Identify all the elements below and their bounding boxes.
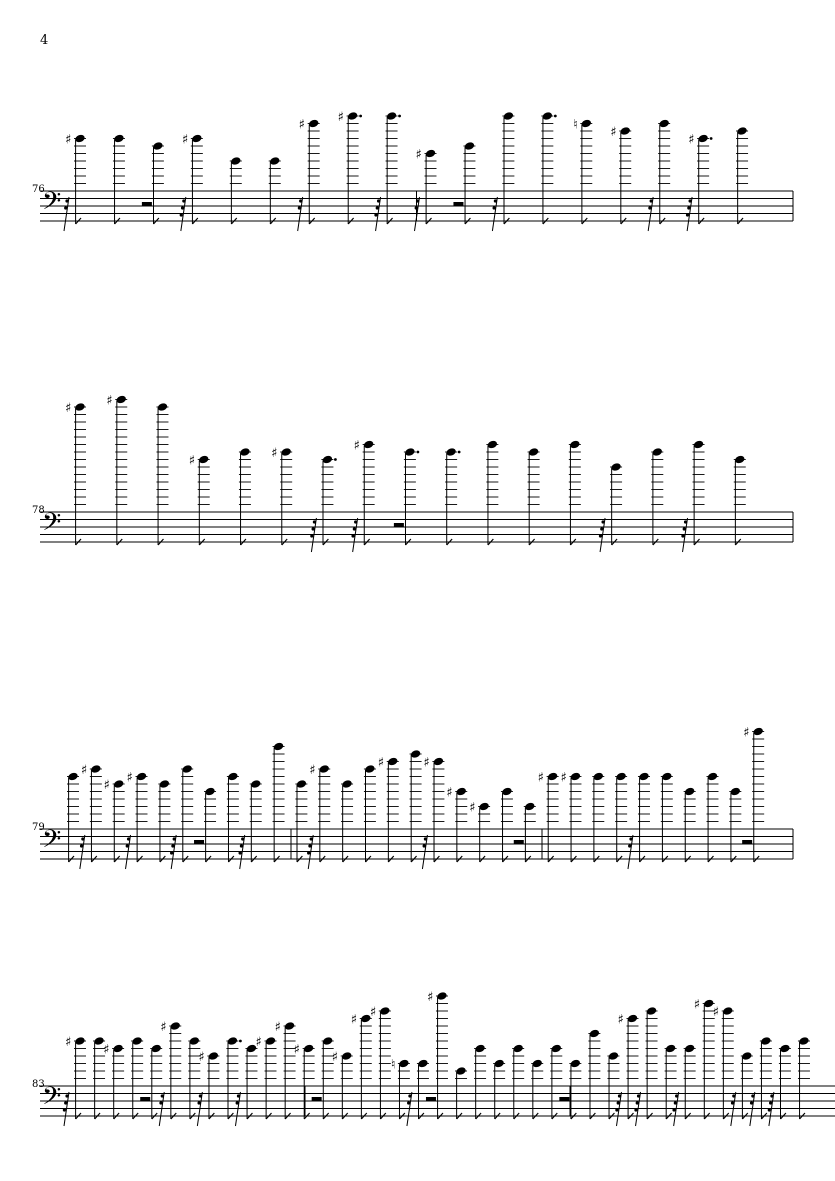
rest-hook <box>618 1094 621 1097</box>
rest-hook <box>731 1101 734 1104</box>
sharp-icon: ♯ <box>65 132 72 148</box>
rest-hook <box>683 527 686 530</box>
rest-hook <box>601 520 604 523</box>
sharp-icon: ♯ <box>610 125 617 140</box>
sharp-icon: ♯ <box>293 1042 300 1058</box>
rest-hook <box>424 837 427 840</box>
sharp-icon: ♯ <box>80 763 88 778</box>
rest-hook <box>310 837 313 840</box>
sharp-icon: ♯ <box>560 770 567 786</box>
rest-hook <box>236 1101 239 1104</box>
sharp-icon: ♯ <box>369 1005 377 1020</box>
rest-hook <box>687 206 690 209</box>
sharp-icon: ♯ <box>469 800 476 816</box>
rest-hook <box>751 1094 754 1097</box>
rest-hook <box>237 1094 240 1097</box>
rest-hook <box>199 1094 202 1097</box>
augmentation-dot <box>710 137 713 140</box>
sharp-icon: ♯ <box>274 1020 281 1035</box>
half-rest <box>742 840 752 844</box>
sharp-icon: ♯ <box>537 770 544 786</box>
sharp-icon: ♯ <box>331 1050 339 1065</box>
rest-hook <box>494 199 497 202</box>
rest-hook <box>64 1101 67 1104</box>
sharp-icon: ♯ <box>415 147 422 163</box>
rest-hook <box>161 1094 164 1097</box>
half-rest <box>140 1097 150 1101</box>
rest-hook <box>173 837 176 840</box>
rest-hook <box>63 1108 66 1111</box>
sharp-icon: ♯ <box>688 132 695 148</box>
rest-hook <box>353 527 356 530</box>
measure-number-system-1: 76 <box>32 184 45 195</box>
rest-hook <box>750 1101 753 1104</box>
half-rest <box>453 202 463 206</box>
rest-hook <box>769 1101 772 1104</box>
augmentation-dot <box>334 458 337 461</box>
rest-hook <box>170 851 173 854</box>
sharp-icon: ♯ <box>65 401 72 416</box>
rest-hook <box>159 1101 162 1104</box>
sharp-icon: ♯ <box>103 1042 110 1058</box>
sharp-icon: ♯ <box>743 725 750 741</box>
rest-hook <box>351 534 354 537</box>
sharp-icon: ♯ <box>712 1005 720 1020</box>
rest-hook <box>600 527 603 530</box>
rest-hook <box>127 837 130 840</box>
measure-number-system-2: 78 <box>32 505 45 516</box>
measure-number-system-3: 79 <box>32 822 45 833</box>
rest-hook <box>80 844 83 847</box>
sharp-icon: ♯ <box>160 1020 167 1035</box>
rest-hook <box>629 837 632 840</box>
sharp-icon: ♯ <box>181 132 189 148</box>
sharp-icon: ♯ <box>188 453 196 469</box>
rest-hook <box>492 206 495 209</box>
bass-clef: 𝄢 <box>42 1082 62 1117</box>
measure-number-system-4: 83 <box>32 1079 45 1090</box>
rest-hook <box>182 199 185 202</box>
rest-hook <box>313 520 316 523</box>
half-rest <box>426 1097 436 1101</box>
sharp-icon: ♯ <box>198 1050 205 1065</box>
rest-hook <box>81 837 84 840</box>
sharp-icon: ♯ <box>271 446 278 461</box>
sharp-icon: ♯ <box>423 755 430 771</box>
rest-hook <box>675 1094 678 1097</box>
rest-hook <box>171 844 174 847</box>
rest-hook <box>599 534 602 537</box>
sharp-icon: ♯ <box>126 770 133 786</box>
sharp-icon: ♯ <box>693 997 700 1013</box>
rest-hook <box>637 1094 640 1097</box>
rest-hook <box>239 851 242 854</box>
half-rest <box>194 840 204 844</box>
augmentation-dot <box>359 115 362 118</box>
rest-hook <box>308 844 311 847</box>
rest-hook <box>689 199 692 202</box>
bass-clef: 𝄢 <box>42 187 62 222</box>
rest-hook <box>181 206 184 209</box>
augmentation-dot <box>458 451 461 454</box>
sharp-icon: ♯ <box>617 1012 624 1028</box>
rest-hook <box>768 1108 771 1111</box>
sharp-icon: ♯ <box>309 763 316 778</box>
bass-clef: 𝄢 <box>42 825 62 860</box>
half-rest <box>394 523 404 527</box>
sharp-icon: ♯ <box>298 117 305 133</box>
rest-hook <box>628 844 631 847</box>
half-rest <box>514 840 524 844</box>
half-rest <box>142 202 152 206</box>
rest-hook <box>674 1101 677 1104</box>
augmentation-dot <box>398 115 401 118</box>
rest-hook <box>770 1094 773 1097</box>
rest-hook <box>684 520 687 523</box>
rest-hook <box>298 206 301 209</box>
rest-hook <box>634 1108 637 1111</box>
natural-icon: ♮ <box>573 117 578 133</box>
rest-hook <box>307 851 310 854</box>
sharp-icon: ♯ <box>446 785 453 801</box>
rest-hook <box>312 527 315 530</box>
rest-hook <box>408 1094 411 1097</box>
rest-hook <box>241 837 244 840</box>
rest-hook <box>615 1108 618 1111</box>
sharp-icon: ♯ <box>65 1035 72 1050</box>
augmentation-dot <box>416 451 419 454</box>
rest-hook <box>648 206 651 209</box>
rest-hook <box>636 1101 639 1104</box>
sharp-icon: ♯ <box>377 755 385 771</box>
rest-hook <box>423 844 426 847</box>
rest-hook <box>672 1108 675 1111</box>
page-number: 4 <box>40 33 49 48</box>
rest-hook <box>681 534 684 537</box>
rest-hook <box>197 1101 200 1104</box>
sharp-icon: ♯ <box>103 778 110 793</box>
rest-hook <box>65 1094 68 1097</box>
rest-hook <box>407 1101 410 1104</box>
bass-clef: 𝄢 <box>42 508 62 543</box>
half-rest <box>312 1097 322 1101</box>
natural-icon: ♮ <box>390 1057 396 1073</box>
rest-hook <box>310 534 313 537</box>
sharp-icon: ♯ <box>353 438 360 454</box>
sharp-icon: ♯ <box>426 990 434 1005</box>
rest-hook <box>376 206 379 209</box>
augmentation-dot <box>554 115 557 118</box>
rest-hook <box>354 520 357 523</box>
sharp-icon: ♯ <box>337 110 344 125</box>
rest-hook <box>650 199 653 202</box>
rest-hook <box>240 844 243 847</box>
rest-hook <box>377 199 380 202</box>
augmentation-dot <box>239 1040 242 1043</box>
sharp-icon: ♯ <box>350 1012 358 1028</box>
rest-hook <box>374 213 377 216</box>
rest-hook <box>64 206 67 209</box>
rest-hook <box>299 199 302 202</box>
rest-hook <box>65 199 68 202</box>
rest-hook <box>180 213 183 216</box>
rest-hook <box>732 1094 735 1097</box>
rest-hook <box>617 1101 620 1104</box>
half-rest <box>559 1097 569 1101</box>
rest-hook <box>126 844 129 847</box>
sharp-icon: ♯ <box>255 1035 262 1050</box>
sharp-icon: ♯ <box>106 393 113 409</box>
rest-hook <box>686 213 689 216</box>
